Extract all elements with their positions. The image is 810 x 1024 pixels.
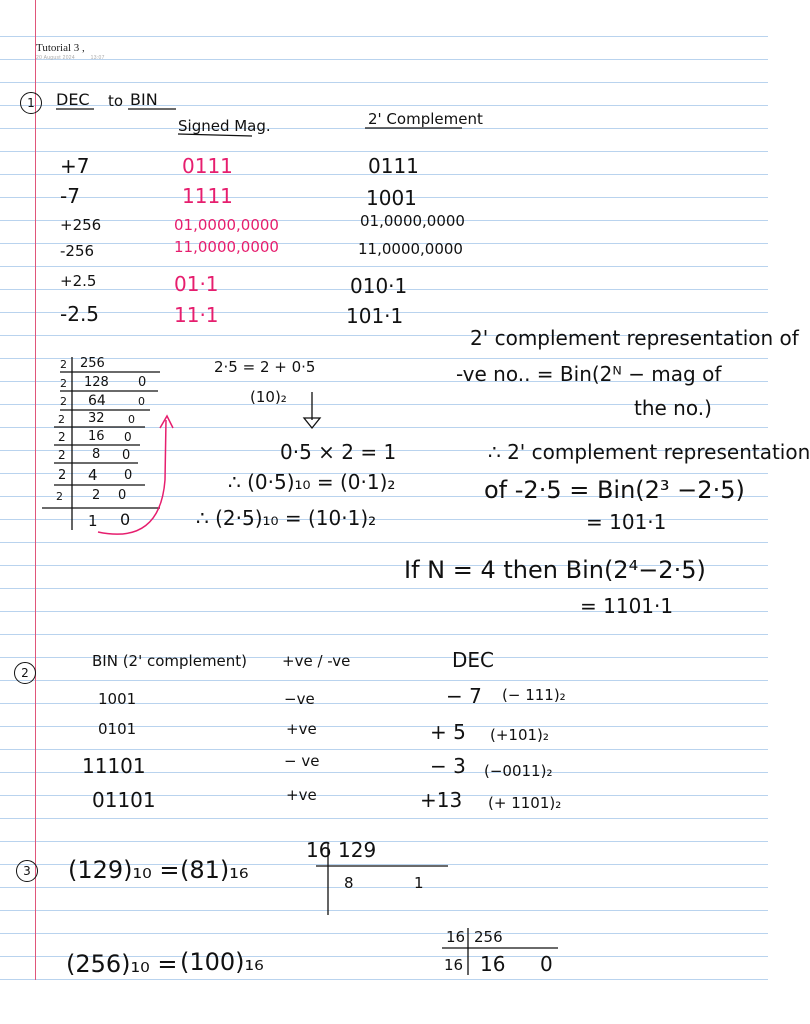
note-line-7: If N = 4 then Bin(2⁴−2·5) [404,556,706,584]
div-quotient: 1 [88,512,98,530]
question-2-marker: 2 [14,662,36,684]
row-twos: 01,0000,0000 [360,212,465,230]
div-remainder: 0 [120,510,131,529]
div-divisor: 2 [58,430,66,444]
col-bin-twos: BIN (2' complement) [92,652,248,670]
div-quotient: 32 [88,411,105,426]
row-signed: 01,0000,0000 [174,216,279,234]
div-divisor: 2 [58,448,66,462]
div-remainder: 0 [118,488,127,503]
q3-div2-quotient: 16 [480,952,506,976]
div-divisor: 2 [56,490,63,503]
q3-eq2-left: (256)₁₀ = [66,950,178,978]
q3-div2-divisor-2: 16 [444,956,464,974]
div-remainder: 0 [128,413,135,426]
q2-row-bin: 1001 [98,690,137,708]
q2-row-sign: − ve [284,752,320,770]
q2-row-bin: 01101 [92,788,156,812]
div-divisor: 2 [60,377,67,390]
div-quotient: 64 [88,393,106,409]
row-dec: -256 [60,242,95,260]
q1-heading-bin: BIN [130,90,158,109]
div-remainder: 0 [138,375,147,390]
q1-heading-to: to [108,92,124,110]
q2-row-bin: 0101 [98,720,137,738]
div-quotient: 2 [92,488,101,503]
q3-div1-divisor: 16 [306,838,332,862]
row-signed: 11,0000,0000 [174,238,279,256]
row-twos: 11,0000,0000 [358,240,463,258]
div-divisor: 2 [60,395,67,408]
q2-row-work: (+101)₂ [490,726,549,744]
q3-eq1-left: (129)₁₀ = [68,856,180,884]
frac-sub: (10)₂ [250,388,287,406]
q2-row-dec: − 7 [446,684,482,708]
div-remainder: 0 [138,395,145,408]
q2-row-dec: + 5 [430,720,466,744]
div-divisor: 2 [58,413,65,426]
frac-line-4: ∴ (2·5)₁₀ = (10·1)₂ [196,506,377,530]
question-3-marker: 3 [16,860,38,882]
q2-row-dec: +13 [420,788,463,812]
q2-row-work: (− 111)₂ [502,686,566,704]
div-remainder: 0 [124,430,132,444]
frac-line-1: 2·5 = 2 + 0·5 [214,358,316,376]
q3-div1-remainder: 1 [414,874,424,892]
q2-row-sign: +ve [286,720,317,738]
q3-div1-quotient: 8 [344,874,354,892]
date-label: 20 August 2024 [36,55,75,61]
div-quotient: 4 [88,466,98,484]
row-signed: 0111 [182,154,233,178]
note-line-3: the no.) [634,396,712,420]
div-remainder: 0 [124,468,133,483]
div-divisor: 2 [58,468,67,483]
q2-row-bin: 11101 [82,754,146,778]
note-line-1: 2' complement representation of [470,326,799,350]
page-title: Tutorial 3 , [36,42,85,54]
col-signed-mag: Signed Mag. [178,117,271,135]
note-line-5: of -2·5 = Bin(2³ −2·5) [484,476,745,504]
div-quotient: 16 [88,429,105,444]
row-dec: +2.5 [60,272,97,290]
q2-row-sign: −ve [284,690,315,708]
row-twos: 0111 [368,154,419,178]
q3-div2-number: 256 [474,928,503,946]
div-quotient: 256 [80,356,105,371]
note-line-6: = 101·1 [586,510,667,534]
q1-heading-dec: DEC [56,90,90,109]
question-1-marker: 1 [20,92,42,114]
row-dec: -7 [60,184,80,208]
row-twos: 010·1 [350,274,408,298]
div-quotient: 128 [84,375,109,390]
q3-div2-remainder: 0 [540,952,553,976]
note-line-8: = 1101·1 [580,594,674,618]
div-quotient: 8 [92,447,101,462]
col-sign: +ve / -ve [282,652,351,670]
row-dec: +256 [60,216,102,234]
note-line-4: ∴ 2' complement representation [488,440,810,464]
q2-row-work: (+ 1101)₂ [488,794,562,812]
q3-eq1-right: (81)₁₆ [180,856,249,884]
q2-row-sign: +ve [286,786,317,804]
frac-line-3: ∴ (0·5)₁₀ = (0·1)₂ [228,470,396,494]
q2-row-work: (−0011)₂ [484,762,553,780]
note-line-2: -ve no.. = Bin(2ᴺ − mag of [456,362,722,386]
row-signed: 1111 [182,184,233,208]
q3-div1-number: 129 [338,838,377,862]
col-twos-complement: 2' Complement [368,110,483,128]
q3-eq2-right: (100)₁₆ [180,948,264,976]
row-signed: 01·1 [174,272,219,296]
row-dec: +7 [60,154,90,178]
row-dec: -2.5 [60,302,100,326]
row-twos: 101·1 [346,304,404,328]
row-twos: 1001 [366,186,417,210]
frac-line-2: 0·5 × 2 = 1 [280,440,397,464]
q2-row-dec: − 3 [430,754,466,778]
time-label: 13:07 [90,55,105,61]
q3-div2-divisor: 16 [446,928,466,946]
div-remainder: 0 [122,448,131,463]
div-divisor: 2 [60,358,67,371]
row-signed: 11·1 [174,303,219,327]
col-dec: DEC [452,648,495,672]
